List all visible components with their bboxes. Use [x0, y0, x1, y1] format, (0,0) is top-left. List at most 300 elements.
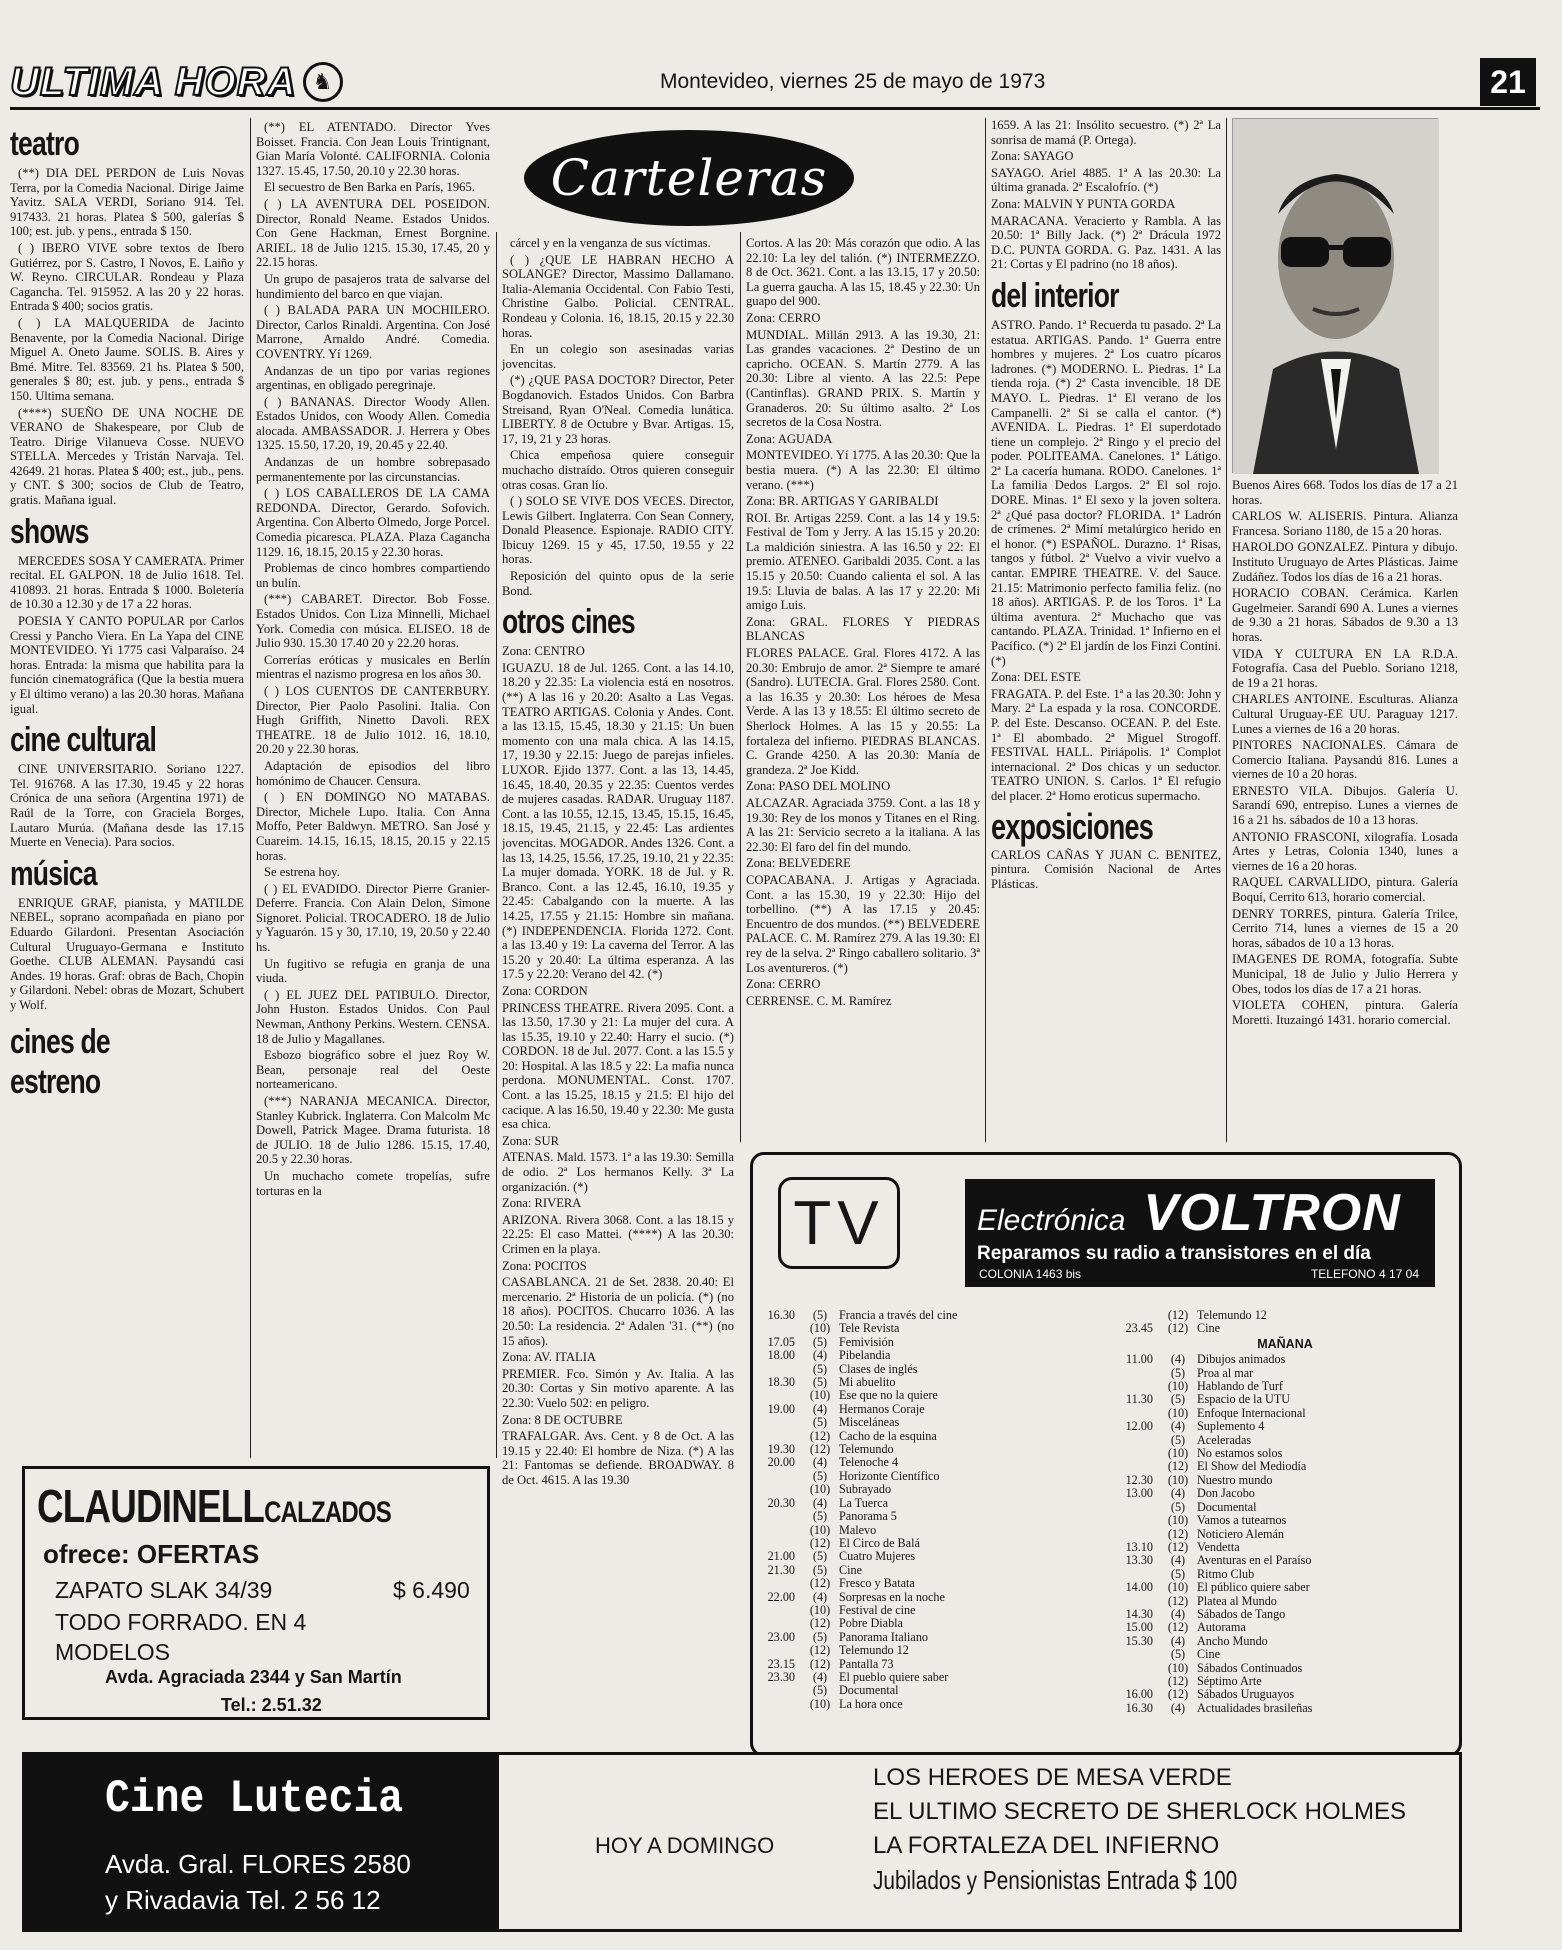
tv-time: 18.00 [767, 1348, 795, 1363]
tv-program: Espacio de la UTU [1197, 1392, 1291, 1407]
tv-program-row [757, 1322, 1097, 1335]
voltron-brand: VOLTRON [1143, 1184, 1401, 1242]
film-synopsis: Chica empeñosa quiere conseguir muchacho distraído. Otros quieren conseguir otras cosas. Gran lío. [502, 448, 734, 492]
tv-time [757, 1430, 801, 1443]
tv-time: 14.30 [1125, 1606, 1153, 1621]
lutecia-film: LOS HEROES DE MESA VERDE [873, 1764, 1232, 1791]
tv-channel: (5) [1170, 1392, 1186, 1407]
zone-listing: PRINCESS THEATRE. Rivera 2095. Cont. a las 13.50, 17.30 y 21: La mujer del cura. A las 15.35, 19.10 y 22.40: Harry el sucio. (*) CORDON. 18 de Jul. 2077. Cont. a las 15.5 y 20: Hospital. A las 18.5 y 22: La mafia nunca perdona. MONUMENTAL. Const. 1707. Cont. a las 15.25, 18.15 y 21.5: El hijo del cacique. A las 16.50, 19.40 y 22.30: Me gusta esa chica. [502, 1000, 734, 1132]
zone-heading: Zona: AV. ITALIA [502, 1350, 597, 1365]
tv-channel: (4) [812, 1401, 828, 1416]
zone-listing: PREMIER. Fco. Simón y Av. Italia. A las 20.30: Cortas y Sin motivo aparente. A las 22.30: Vuelo 502: en peligro. [502, 1366, 734, 1410]
tv-time: 12.30 [1125, 1472, 1153, 1487]
tv-channel: (10) [1167, 1660, 1189, 1675]
film-synopsis: Un muchacho comete tropelías, sufre torturas en la [256, 1168, 490, 1198]
claudinell-line-2: TODO FORRADO. EN 4 [55, 1609, 307, 1635]
tv-program: Misceláneas [839, 1415, 900, 1430]
tv-time: 11.30 [1126, 1392, 1153, 1407]
tv-channel: (5) [812, 1361, 828, 1376]
tv-channel: (4) [812, 1669, 828, 1684]
tv-channel: (12) [809, 1576, 831, 1591]
tv-channel: (5) [812, 1375, 828, 1390]
tv-program: Mi abuelito [839, 1375, 896, 1390]
tv-time: 12.00 [1125, 1419, 1153, 1434]
zone-heading: Zona: PASO DEL MOLINO [746, 779, 891, 794]
tv-program-row [757, 1631, 1097, 1644]
zone-listing: IGUAZU. 18 de Jul. 1265. Cont. a las 14.10, 18.20 y 22.35: La violencia está en nosotros. (**) A las 16 y 20.20: Asalto a Las Vegas. TEATRO ARTIGAS. Colonia y Andes. Cont. a las 13.15, 15.45, 18.30 y 21.15: Un buen momento con una mala chica. A las 14.15, 17, 19.30 y 22.15: Juego de parejas infieles. LUXOR. Ejido 1377. Cont. a las 13, 14.45, 16.45, 18.40, 20.35 y 22.35: Cuentos verdes de mujeres casadas. RADAR. Uruguay 1187. Cont. a las 10.55, 12.15, 13.45, 15.15, 16.45, 18.15, 19.45, 21.15, y 22.45: Las ardientes jovencitas. MOGADOR. Andes 1326. Cont. a las 13, 14.25, 15.56, 17.25, 19.10, 21 y 22.35: La mujer domada. YORK. 18 de Jul. y R. Branco. Cont. a las 12.45, 16.10, 19.35 y 22.45: Cabalgando con la muerte. A las 14.25, 17.55 y 21.15: Hombre sin mañana. (*) INDEPENDENCIA. Florida 1272. Cont. a las 13.40 y 19: La caverna del Terror. A las 15.20 y 20.40: La última esperanza. A las 17.5 y 22.20: Verano del 42. (*) [502, 660, 734, 982]
section-heading-cines-de: cines de [10, 1022, 110, 1061]
tv-channel: (10) [809, 1482, 831, 1497]
tv-program: Hablando de Turf [1197, 1379, 1283, 1394]
zone-heading: Zona: BR. ARTIGAS Y GARIBALDI [746, 494, 939, 509]
tv-time: 16.00 [1125, 1687, 1153, 1702]
tv-program-row [1115, 1353, 1455, 1366]
tv-channel: (5) [1170, 1647, 1186, 1662]
zone-listing: FLORES PALACE. Gral. Flores 4172. A las 20.30: Embrujo de amor. 2ª Siempre te amaré (Sandro). LUTECIA. Gral. Flores 2580. Cont. a las 16.35 y 20.30: Los héroes de Mesa Verde. A las 13 y 18.55: El último secreto de Sherlock Holmes. A las 15 y 20.55: La fortaleza del infierno. PIEDRAS BLANCAS. C. Grande 4250. A las 20.30: Manía de grandeza. 2ª Joe Kidd. [746, 646, 980, 777]
section-heading-shows: shows [10, 512, 89, 551]
tv-program: Pobre Diabla [839, 1616, 903, 1631]
tv-program-row [1115, 1460, 1455, 1473]
zone-listing: Cortos. A las 20: Más corazón que odio. A las 22.10: La ley del talión. (*) INTERMEZZO. 8 de Oct. 3621. Cont. a las 13.15, 17 y 20.50: La guerra gaucha. A las 15, 18.45 y 22.30: Un guapo del 900. [746, 236, 980, 309]
claudinell-name [37, 1479, 391, 1533]
section-heading-exposiciones: exposiciones [991, 805, 1154, 847]
film-listing: ( ) EN DOMINGO NO MATABAS. Director, Michele Lupo. Italia. Con Anna Moffo, Peter Baldwyn. METRO. San José y Cuareim. 14.15, 16.15, 18.15, 20.15 y 22.15 horas. [256, 790, 490, 863]
tv-time [1115, 1380, 1159, 1393]
film-synopsis: Andanzas de un tipo por varias regiones argentinas, en obligado peregrinaje. [256, 363, 490, 393]
tv-program: Telemundo 12 [839, 1643, 909, 1658]
lutecia-price-note: Jubilados y Pensionistas Entrada $ 100 [873, 1865, 1238, 1895]
tv-program-row [757, 1684, 1097, 1697]
section-heading-del-interior: del interior [991, 276, 1119, 315]
listing-item: MERCEDES SOSA Y CAMERATA. Primer recital. EL GALPON. 18 de Julio 1618. Tel. 410893. 21 horas. Entrada $ 1000. Boletería de 10.30 a 12.30 y de 17 a 22 horas. [10, 553, 244, 612]
column-3 [502, 236, 734, 1487]
tv-channel: (12) [1167, 1673, 1189, 1688]
tv-channel: (12) [809, 1442, 831, 1457]
zone-listing: COPACABANA. J. Artigas y Agraciada. Cont. a las 15.30, 19 y 22.30: Hijo del torbellino. (**) A las 17.15 y 20.45: Encuentro de dos mundos. (**) BELVEDERE PALACE. C. M. Ramírez 279. A las 19.30: El rey de la selva. 2ª Ringo caballero solitario. 3ª Los aventureros. (*) [746, 872, 980, 975]
zone-heading: Zona: CENTRO [502, 644, 585, 659]
claudinell-address: Avda. Agraciada 2344 y San Martín [105, 1667, 402, 1687]
zone-listing: FRAGATA. P. del Este. 1ª a las 20.30: John y Mary. 2ª La espada y la rosa. CONCORDE. P. del Este. Descanso. OCEAN. P. del Este. 1ª El abombado. 2ª Miguel Strogoff. FESTIVAL HALL. Piriápolis. 1ª Complot internacional. 2ª Dos chicas y un seductor. TEATRO UNION. S. Carlos. 1ª El refugio del placer. 2ª Homo eroticus supermacho. [991, 686, 1221, 803]
lutecia-address-2: y Rivadavia Tel. 2 56 12 [105, 1885, 381, 1915]
tv-channel: (5) [812, 1415, 828, 1430]
tv-program-row [1115, 1635, 1455, 1648]
tv-program-row [757, 1591, 1097, 1604]
tv-channel: (12) [809, 1535, 831, 1550]
tv-channel: (10) [809, 1522, 831, 1537]
tv-time: 19.30 [767, 1442, 795, 1457]
claudinell-ad [22, 1466, 490, 1720]
tv-channel: (12) [1167, 1539, 1189, 1554]
tv-time [757, 1470, 801, 1483]
section-heading-musica: música [10, 854, 97, 893]
zone-listing: MUNDIAL. Millán 2913. A las 19.30, 21: Las grandes vacaciones. 2ª Destino de un capricho. OCEAN. S. Martín 2779. A las 20.30: Libre al viento. A las 22.5: Pepe (Cantinflas). GRAND PRIX. S. Martín y Granaderos. 20: Su último asalto. 2ª Los secretos de la Cosa Nostra. [746, 327, 980, 430]
tv-time [757, 1577, 801, 1590]
zone-heading: Zona: CERRO [746, 977, 821, 992]
listing-item: ( ) IBERO VIVE sobre textos de Ibero Gutiérrez, por S. Castro, I Novos, E. Laiño y W. Reyno. CIRCULAR. Rondeau y Plaza Cagancha. Tel. 915952. A las 20 y 22 horas. Entrada $ 400; socios gratis. [10, 240, 244, 314]
tv-program-row [1115, 1501, 1455, 1514]
tv-channel: (10) [1167, 1580, 1189, 1595]
tv-program-row [1115, 1581, 1455, 1594]
claudinell-phone: Tel.: 2.51.32 [221, 1695, 322, 1715]
tv-channel: (10) [1167, 1472, 1189, 1487]
tv-program-row [1115, 1380, 1455, 1393]
film-listing: ( ) ¿QUE LE HABRAN HECHO A SOLANGE? Director, Massimo Dallamano. Italia-Alemania Occidental. Con Fabio Testi, Christine Galbo. Policial. CENTRAL. Rondeau y Colonia. 16, 18.15, 20.15 y 22.30 horas. [502, 252, 734, 340]
tv-program-row [757, 1537, 1097, 1550]
tv-channel: (4) [812, 1589, 828, 1604]
column-4 [746, 236, 980, 1136]
zone-heading: Zona: POCITOS [502, 1258, 587, 1273]
tv-channel: (5) [1170, 1499, 1186, 1514]
exhibition-item: ERNESTO VILA. Dibujos. Galería U. Sarandí 690, entrepiso. Lunes a viernes de 16 a 21 hs. sábados de 10 a 13 horas. [1232, 783, 1458, 828]
tv-program: Cine [839, 1562, 863, 1577]
tv-manana-heading: MAÑANA [1257, 1336, 1313, 1351]
film-synopsis: El secuestro de Ben Barka en París, 1965. [264, 180, 475, 195]
tv-program-row [1115, 1487, 1455, 1500]
zone-listing: ASTRO. Pando. 1ª Recuerda tu pasado. 2ª La estatua. ARTIGAS. Pando. 1ª Guerra entre hombres y mujeres. 2ª Los cuatro pícaros ladrones. (*) MODERNO. L. Piedras. 1ª La tienda roja. (*) 2ª Casta invencible. 18 DE MAYO. L. Piedras. 1ª El verano de los Campanelli. 2ª Si se calla el cantor. (*) AVENIDA. L. Piedras. 1ª El superdotado tiene un complejo. 2ª Ringo y el precio del poder. POLITEAMA. Canelones. 1ª Látigo. 2ª La cacería humana. RODO. Canelones. 1ª La familia Dedos Largos. 2ª El sol rojo. DORE. Minas. 1ª El sexo y la joven soltera. 2ª ¿Qué pasa doctor? FLORIDA. 1ª Ladrón de crímenes. 2ª Mimí metalúrgico herido en el honor. (*) ESPAÑOL. Durazno. 1ª Risas, tangos y fútbol. 2ª Vuelvo a vivir vuelvo a cantar. EMPIRE THEATRE. V. del Sauce. 21.15: Matrimonio perfecto familia feliz. (no 18 años). ARTIGAS. P. de los Toros. 1ª La última aventura. 2ª Muchacho que vas cantando. PLAZA. Trinidad. 1ª Infierno en el Pacífico. (*) 2ª El jardín de los Finzi Contini. (*) [991, 317, 1221, 668]
column-2 [256, 120, 490, 1455]
tv-channel: (4) [812, 1495, 828, 1510]
tv-program: La Tuerca [839, 1495, 889, 1510]
tv-program: Pantalla 73 [839, 1656, 894, 1671]
zone-heading: Zona: BELVEDERE [746, 856, 851, 871]
tv-program-row [757, 1550, 1097, 1563]
film-listing: ( ) BALADA PARA UN MOCHILERO. Director, Carlos Rinaldi. Argentina. Con José Marrone, Arnaldo André. Comedia. COVENTRY. Yí 1269. [256, 303, 490, 361]
film-listing: (**) EL ATENTADO. Director Yves Boisset. Francia. Con Jean Louis Trintignant, Gian María Volonté. CALIFORNIA. Colonia 1327. 15.45, 17.50, 20.10 y 22.30 horas. [256, 120, 490, 178]
tv-program-row [1115, 1367, 1455, 1380]
exhibition-item: CARLOS W. ALISERIS. Pintura. Alianza Francesa. Soriano 1180, de 15 a 20 horas. [1232, 509, 1458, 538]
tv-program: Clases de inglés [839, 1361, 918, 1376]
exhibition-item: HORACIO COBAN. Cerámica. Karlen Gugelmeier. Sarandí 690 A. Lunes a viernes de 9.30 a 21 horas. Sábados de 9.30 a 13 horas. [1232, 586, 1458, 644]
tv-time: 23.00 [767, 1629, 795, 1644]
lutecia-name: Cine Lutecia [105, 1773, 404, 1825]
tv-time: 22.00 [767, 1589, 795, 1604]
tv-program: Malevo [839, 1522, 877, 1537]
listing-item: POESIA Y CANTO POPULAR por Carlos Cressi y Pancho Viera. En La Yapa del CINE MONTEVIDEO. Yi 1775 casi Valparaíso. 24 horas. Entrada: la misma que habilita para la función cinematográfica (Que la bestia muera y El último verano) a las 20.30 horas. Mañana igual. [10, 614, 244, 716]
tv-program: Panorama 5 [839, 1509, 897, 1524]
cine-lutecia-ad [22, 1752, 1462, 1932]
column-5 [991, 118, 1221, 1138]
tv-program: Cine [1197, 1647, 1221, 1662]
masthead [10, 54, 1540, 110]
tv-channel: (5) [812, 1683, 828, 1698]
exhibition-item: VIDA Y CULTURA EN LA R.D.A. Fotografía. Casa del Pueblo. Soriano 1218, de 19 a 21 horas. [1232, 646, 1458, 690]
tv-program: Cine [1197, 1321, 1221, 1336]
exhibition-item: IMAGENES DE ROMA, fotografía. Subte Municipal, 18 de Julio y Julio Herrera y Obes, todos los días de 17 a 21 horas. [1232, 952, 1458, 996]
column-rule [740, 232, 741, 1142]
carteleras-title: Carteleras [524, 130, 854, 226]
tv-channel: (12) [809, 1643, 831, 1658]
tv-program: Documental [839, 1683, 899, 1698]
film-synopsis: Se estrena hoy. [264, 865, 340, 880]
tv-program: Telemundo 12 [1197, 1308, 1267, 1322]
tv-program-row [757, 1416, 1097, 1429]
tv-program-row [757, 1470, 1097, 1483]
tv-channel: (12) [1167, 1321, 1189, 1336]
logo-text: ULTIMA HORA [10, 59, 297, 104]
film-listing: ( ) EL JUEZ DEL PATIBULO. Director, John Huston. Estados Unidos. Con Paul Newman, Anthony Perkins. Western. CENSA. 18 de Julio y Magallanes. [256, 987, 490, 1046]
zone-listing: ROI. Br. Artigas 2259. Cont. a las 14 y 19.5: Festival de Tom y Jerry. A las 15.15 y 20.20: La maldición siniestra. A las 16.50 y 22: El premio. ATENEO. Garibaldi 2035. Cont. a las 15.15 y 20.50: Cuando calienta el sol. A las 19.5: Lluvia de balas. A las 17 y 22.20: Mi amigo Luis. [746, 510, 980, 613]
tv-program-row [1115, 1393, 1455, 1406]
tv-program: El Show del Mediodía [1197, 1459, 1307, 1474]
tv-program-row [757, 1403, 1097, 1416]
listing-item: ( ) LA MALQUERIDA de Jacinto Benavente, por la Comedia Nacional. Dirige Miguel A. Oneto Jaume. SOLIS. B. Aires y Bmé. Mitre. Tel. 83569. 21 hs. Platea $ 500, generales $ 80; est. jub. y pens., entrada $ 150. Ultima semana. [10, 315, 244, 403]
tv-time: 21.30 [767, 1562, 795, 1577]
tv-program: La hora once [839, 1696, 903, 1711]
tv-channel: (4) [1170, 1700, 1186, 1715]
tv-program: El pueblo quiere saber [839, 1669, 949, 1684]
tv-time [1115, 1568, 1159, 1581]
zone-listing: 1659. A las 21: Insólito secuestro. (*) 2ª La sonrisa de mamá (P. Ortega). [991, 118, 1221, 147]
tv-program: Documental [1197, 1499, 1257, 1514]
tv-time [1115, 1675, 1159, 1688]
tv-channel: (10) [809, 1321, 831, 1336]
exhibition-item: CHARLES ANTOINE. Esculturas. Alianza Cultural Uruguay-EE UU. Paraguay 1217. Lunes a viernes de 16 a 20 horas. [1232, 692, 1458, 736]
film-synopsis: Esbozo biográfico sobre el juez Roy W. Bean, personaje real del Oeste norteamericano. [256, 1048, 490, 1092]
dateline: Montevideo, viernes 25 de mayo de 1973 [660, 70, 1046, 93]
zone-listing: MARACANA. Veracierto y Rambla. A las 20.50: 1ª Billy Jack. (*) 2ª Drácula 1972 D.C. PUNTA GORDA. G. Paz. 1431. A las 21: Cortas y El padrino (no 18 años). [991, 213, 1221, 272]
listing-item: CINE UNIVERSITARIO. Soriano 1227. Tel. 916768. A las 17.30, 19.45 y 22 horas Crónica de una señora (Argentina 1971) de Raúl de la Torre, con Graciela Borges, Lautaro Murúa. (Mañana desde las 17.15 Muerte en Venecia). Para socios. [10, 762, 244, 850]
tv-program-row [1115, 1608, 1455, 1621]
tv-time [757, 1363, 801, 1376]
voltron-tagline: Reparamos su radio a transistores en el día [977, 1243, 1371, 1264]
zone-listing: ARIZONA. Rivera 3068. Cont. a las 18.15 y 22.25: El caso Mattei. (****) A las 20.30: Crimen en la playa. [502, 1212, 734, 1256]
tv-channel: (12) [1167, 1308, 1189, 1322]
column-rule [1226, 118, 1227, 1142]
tv-program-row [1115, 1434, 1455, 1447]
lutecia-dates: HOY A DOMINGO [595, 1833, 775, 1858]
tv-program: Subrayado [839, 1482, 892, 1497]
tv-channel: (12) [1167, 1620, 1189, 1635]
tv-program: Dibujos animados [1197, 1352, 1286, 1367]
tv-program: Cuatro Mujeres [839, 1549, 916, 1564]
tv-program: Fresco y Batata [839, 1576, 915, 1591]
tv-time: 16.30 [767, 1308, 795, 1322]
tv-program-row [1115, 1662, 1455, 1675]
tv-program-row [1115, 1568, 1455, 1581]
tv-time: 16.30 [1125, 1700, 1153, 1715]
zone-listing: ALCAZAR. Agraciada 3759. Cont. a las 18 y 19.30: Rey de los monos y Titanes en el Ring. A las 21: Servicio secreto a la italiana. A las 22.30: El faro del fin del mundo. [746, 795, 980, 854]
zone-heading: Zona: CORDON [502, 983, 588, 998]
tv-program: Proa al mar [1197, 1365, 1254, 1380]
horse-emblem-icon: ♞ [303, 62, 343, 102]
tv-time [1115, 1648, 1159, 1661]
tv-program: Don Jacobo [1197, 1486, 1255, 1501]
exhibition-item: PINTORES NACIONALES. Cámara de Comercio Italiana. Paysandú 816. Lunes a viernes de 10 a 20 horas. [1232, 738, 1458, 782]
portrait-photo [1232, 118, 1438, 473]
tv-time [757, 1322, 801, 1335]
zone-heading: Zona: SUR [502, 1133, 560, 1148]
tv-channel: (4) [1170, 1633, 1186, 1648]
zone-heading: Zona: MALVIN Y PUNTA GORDA [991, 196, 1176, 211]
film-listing: cárcel y en la venganza de sus víctimas. [510, 236, 711, 250]
tv-program: El público quiere saber [1197, 1580, 1310, 1595]
tv-program-row [757, 1363, 1097, 1376]
claudinell-line-3: MODELOS [55, 1639, 171, 1665]
tv-time: 17.05 [767, 1334, 795, 1349]
tv-program-row [757, 1617, 1097, 1630]
tv-program: Festival de cine [839, 1602, 916, 1617]
tv-channel: (4) [1170, 1606, 1186, 1621]
tv-channel: (10) [1167, 1446, 1189, 1461]
tv-time [757, 1617, 801, 1630]
zone-listing: SAYAGO. Ariel 4885. 1ª A las 20.30: La última granada. 2ª Escalofrío. (*) [991, 165, 1221, 195]
tv-time: 19.00 [767, 1401, 795, 1416]
tv-program: Telenoche 4 [839, 1455, 899, 1470]
tv-time: 13.10 [1125, 1539, 1153, 1554]
tv-channel: (12) [1167, 1526, 1189, 1541]
listing-item: ENRIQUE GRAF, pianista, y MATILDE NEBEL, soprano acompañada en piano por Eduardo Gilardoni. Presentan Asociación Cultural Uruguayo-Germana e Instituto Goethe. CLUB ALEMAN. Paysandú casi Andes. 19 horas. Graf: obras de Bach, Chopin y Gilardoni. Nebel: obras de Mozart, Schubert y Wolf. [10, 895, 244, 1012]
tv-channel: (4) [1170, 1352, 1186, 1367]
film-listing: ( ) LOS CABALLEROS DE LA CAMA REDONDA. Director, Gerardo. Sofovich. Argentina. Con Alberto Olmedo, Jorge Porcel. Comedia picaresca. PLAZA. Plaza Cagancha 1129. 16, 18.15, 20.15 y 22.30 horas. [256, 486, 490, 559]
page-number: 21 [1480, 58, 1536, 106]
film-listing: ( ) EL EVADIDO. Director Pierre Granier-Deferre. Francia. Con Alain Delon, Simone Signoret. Policial. TROCADERO. 18 de Julio y Yaguarón. 15 y 30, 17.10, 19, 20.50 y 22.40 hs. [256, 881, 490, 955]
tv-time [1115, 1662, 1159, 1675]
tv-program-row [1115, 1702, 1455, 1715]
tv-channel: (4) [1170, 1553, 1186, 1568]
tv-program-row [757, 1483, 1097, 1496]
tv-program-row [1115, 1621, 1455, 1634]
tv-channel: (5) [812, 1629, 828, 1644]
listing-item: (****) SUEÑO DE UNA NOCHE DE VERANO de Shakespeare, por Club de Teatro. Dirige Vilanueva Cosse. NUEVO STELLA. Mercedes y Tristán Narvaja. Tel. 42649. 21 horas. Platea $ 400; est., jub., pens. y CNT. $ 300; socios de Club de Teatro, gratis. Mañana igual. [10, 405, 244, 508]
tv-program: Sábados de Tango [1197, 1606, 1286, 1621]
zone-listing: MONTEVIDEO. Yí 1775. A las 20.30: Que la bestia muera. (*) A las 22.30: El último verano. (***) [746, 448, 980, 492]
tv-time: 20.30 [767, 1495, 795, 1510]
tv-program: Séptimo Arte [1197, 1673, 1262, 1688]
zone-heading: Zona: AGUADA [746, 431, 833, 446]
tv-channel: (5) [812, 1562, 828, 1577]
tv-program: Sábados Uruguayos [1197, 1687, 1295, 1702]
tv-program: No estamos solos [1197, 1446, 1283, 1461]
tv-time: 11.00 [1126, 1352, 1153, 1367]
tv-logo: TV [778, 1177, 900, 1269]
zone-heading: Zona: CERRO [746, 310, 821, 325]
tv-time [1115, 1595, 1159, 1608]
tv-program-row [757, 1698, 1097, 1711]
tv-program: Telemundo [839, 1442, 894, 1457]
tv-program: Noticiero Alemán [1197, 1526, 1284, 1541]
tv-schedule-tomorrow [1115, 1309, 1455, 1715]
tv-program-row [1115, 1447, 1455, 1460]
exhibition-item: RAQUEL CARVALLIDO, pintura. Galería Boquí, Cerrito 613, horario comercial. [1232, 875, 1458, 905]
column-rule [250, 118, 251, 1458]
tv-channel: (12) [809, 1616, 831, 1631]
tv-program-row [1115, 1675, 1455, 1688]
tv-program-row [757, 1336, 1097, 1349]
tv-channel: (10) [1167, 1405, 1189, 1420]
tv-program: Sorpresas en la noche [839, 1589, 945, 1604]
tv-program: Vendetta [1197, 1539, 1240, 1554]
tv-program-row [757, 1349, 1097, 1362]
tv-time [757, 1416, 801, 1429]
film-listing: (*) ¿QUE PASA DOCTOR? Director, Peter Bogdanovich. Estados Unidos. Con Barbra Streisand, Ryan O'Neal. Comedia lunática. LIBERTY. 8 de Octubre y Bvar. Artigas. 15, 17, 19, 21 y 23 horas. [502, 373, 734, 446]
tv-program: Hermanos Coraje [839, 1401, 925, 1416]
tv-program: Ancho Mundo [1197, 1633, 1268, 1648]
tv-channel: (5) [1170, 1365, 1186, 1380]
tv-program: Horizonte Científico [839, 1468, 940, 1483]
tv-time [1115, 1501, 1159, 1514]
exhibition-item: ANTONIO FRASCONI, xilografía. Losada Artes y Letras, Colonia 1340, lunes a viernes de 16 a 20 horas. [1232, 829, 1458, 873]
tv-time: 13.30 [1125, 1553, 1153, 1568]
tv-program: Nuestro mundo [1197, 1472, 1273, 1487]
tv-channel: (5) [812, 1308, 828, 1322]
tv-program-row [1115, 1554, 1455, 1567]
column-rule [985, 118, 986, 1142]
tv-time [1115, 1514, 1159, 1527]
tv-program: Pibelandia [839, 1348, 891, 1363]
tv-program: Ritmo Club [1197, 1566, 1255, 1581]
tv-program: Cacho de la esquina [839, 1428, 937, 1443]
tv-time: 20.00 [767, 1455, 795, 1470]
tv-channel: (5) [812, 1468, 828, 1483]
claudinell-offer: ofrece: OFERTAS [43, 1539, 260, 1569]
tv-time [757, 1644, 801, 1657]
tv-channel: (10) [809, 1602, 831, 1617]
column-1 [10, 120, 244, 1460]
tv-time: 13.00 [1125, 1486, 1153, 1501]
film-listing: ( ) LOS CUENTOS DE CANTERBURY. Director, Pier Paolo Pasolini. Italia. Con Hugh Griffith, Ninetto Davoli. REX THEATRE. 18 de Julio 1012. 16, 18.10, 20.20 y 22.30 horas. [256, 683, 490, 757]
claudinell-price: $ 6.490 [393, 1577, 470, 1603]
column-rule [496, 232, 497, 1458]
tv-schedule-box [750, 1152, 1462, 1757]
tv-program: Panorama Italiano [839, 1629, 929, 1644]
tv-program-row [757, 1430, 1097, 1443]
tv-program: Francia a través del cine [839, 1308, 958, 1322]
zone-listing: CERRENSE. C. M. Ramírez [746, 993, 892, 1008]
tv-channel: (4) [1170, 1486, 1186, 1501]
tv-channel: (12) [1167, 1593, 1189, 1608]
tv-program-row [1115, 1514, 1455, 1527]
zone-heading: Zona: SAYAGO [991, 149, 1074, 164]
tv-program-row [1115, 1648, 1455, 1661]
tv-time: 15.00 [1125, 1620, 1153, 1635]
film-synopsis: Andanzas de un hombre sobrepasado permanentemente por las circunstancias. [256, 455, 490, 484]
tv-program-row [757, 1389, 1097, 1402]
voltron-address: COLONIA 1463 bis [979, 1267, 1082, 1281]
man-with-sunglasses-photo [1233, 119, 1439, 474]
film-synopsis: Reposición del quinto opus de la serie Bond. [502, 569, 734, 598]
section-heading-teatro: teatro [10, 125, 80, 163]
tv-program: El Circo de Balá [839, 1535, 920, 1550]
lutecia-films [873, 1761, 1406, 1897]
tv-time [757, 1389, 801, 1402]
tv-channel: (5) [812, 1549, 828, 1564]
tv-time: 18.30 [767, 1375, 795, 1390]
tv-time [757, 1698, 801, 1711]
film-listing: ( ) SOLO SE VIVE DOS VECES. Director, Lewis Gilbert. Inglaterra. Con Sean Connery, Donald Pleasence. Espionaje. RADIO CITY. Ibicuy 1269. 15 y 45, 17.50, 19.55 y 22 horas. [502, 494, 734, 567]
film-listing: ( ) LA AVENTURA DEL POSEIDON. Director, Ronald Neame. Estados Unidos. Con Gene Hackman, Ernest Borgnine. ARIEL. 18 de Julio 1215. 15.30, 17.45, 20 y 22.15 horas. [256, 196, 490, 270]
lutecia-block [25, 1755, 499, 1929]
tv-time [1115, 1367, 1159, 1380]
tv-program-row [1115, 1688, 1455, 1701]
exhibition-item: CARLOS CAÑAS Y JUAN C. BENITEZ, pintura. Comisión Nacional de Artes Plásticas. [991, 847, 1221, 891]
tv-schedule-today [757, 1309, 1097, 1711]
tv-program-row [1115, 1541, 1455, 1554]
voltron-prefix: Electrónica [977, 1204, 1126, 1237]
film-synopsis: Un fugitivo se refugia en granja de una viuda. [256, 956, 490, 986]
tv-program: Aventuras en el Paraíso [1197, 1553, 1312, 1568]
tv-time [757, 1684, 801, 1697]
tv-program-row [1115, 1322, 1455, 1335]
tv-channel: (12) [809, 1656, 831, 1671]
tv-time: 23.30 [767, 1669, 795, 1684]
zone-heading: Zona: GRAL. FLORES Y PIEDRAS BLANCAS [746, 614, 980, 644]
voltron-phone: TELEFONO 4 17 04 [1310, 1267, 1419, 1281]
tv-channel: (12) [809, 1428, 831, 1443]
exhibition-item: HAROLDO GONZALEZ. Pintura y dibujo. Instituto Uruguayo de Artes Plásticas. Jaime Zudáñez. Todos los días de 16 a 21 horas. [1232, 540, 1458, 584]
tv-program: Autorama [1197, 1620, 1246, 1635]
tv-program-row [757, 1309, 1097, 1322]
tv-time [757, 1483, 801, 1496]
